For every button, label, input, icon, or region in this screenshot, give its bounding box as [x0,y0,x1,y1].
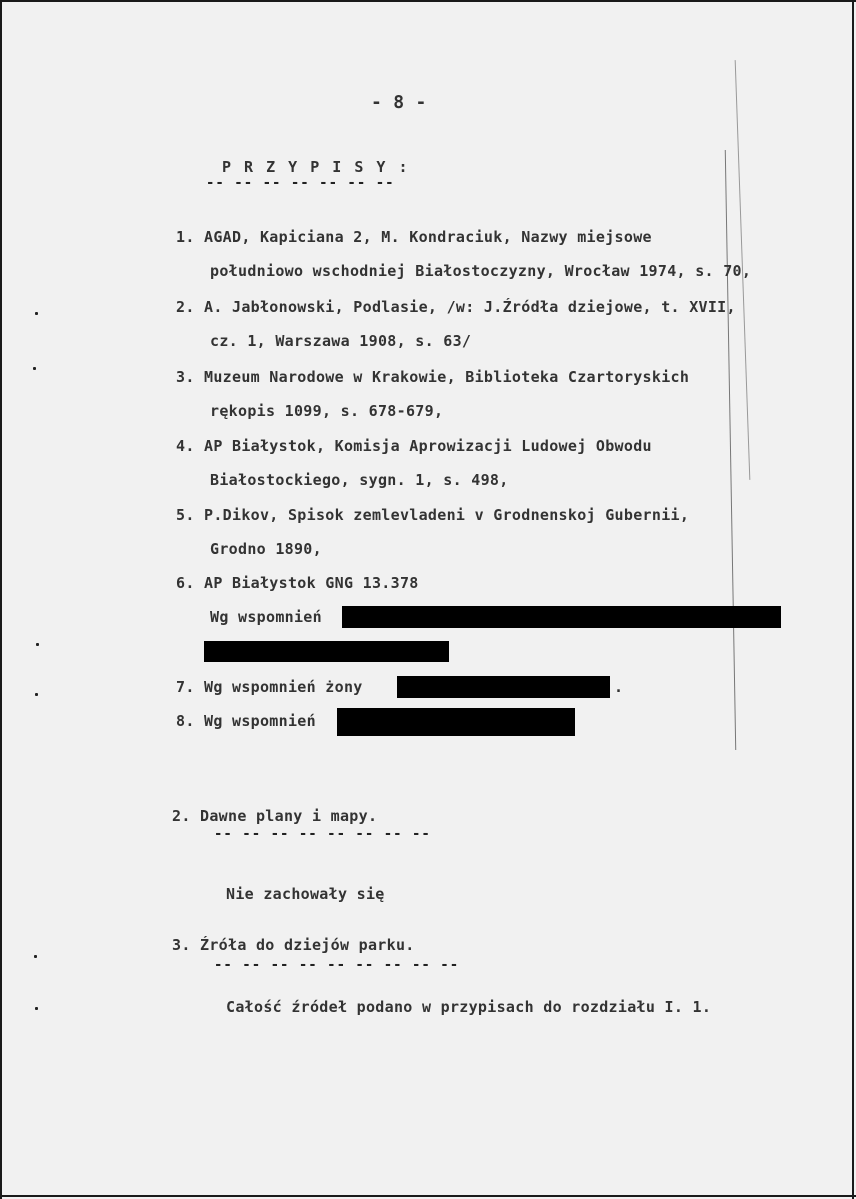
note-4-line-2: Białostockiego, sygn. 1, s. 498, [210,471,509,489]
note-6-line-2: Wg wspomnień [210,608,322,626]
note-8-line-1: 8. Wg wspomnień [176,712,316,730]
note-7-period: . [614,678,624,696]
note-1-line-1: 1. AGAD, Kapiciana 2, M. Kondraciuk, Nazwy miejsowe [176,228,652,246]
note-3-line-2: rękopis 1099, s. 678-679, [210,402,444,420]
paper-crease [725,150,736,750]
redaction-bar [204,641,449,662]
redaction-bar [397,676,610,698]
margin-mark [35,312,38,315]
page-number: - 8 - [371,92,427,113]
scan-border-bottom [0,1195,856,1197]
footnotes-heading: P R Z Y P I S Y : [222,158,410,176]
margin-mark [35,693,38,696]
section-3-title: 3. Źróła do dziejów parku. [172,936,415,954]
note-5-line-2: Grodno 1890, [210,540,322,558]
section-2-title: 2. Dawne plany i mapy. [172,807,378,825]
note-7-line-1: 7. Wg wspomnień żony [176,678,363,696]
note-3-line-1: 3. Muzeum Narodowe w Krakowie, Biblioteka Czartoryskich [176,368,690,386]
margin-mark [33,367,36,370]
scan-border-left [0,0,2,1199]
section-3-body: Całość źródeł podano w przypisach do rozdziału I. 1. [226,998,712,1016]
section-3-underline: -- -- -- -- -- -- -- -- -- [214,957,460,973]
section-2-underline: -- -- -- -- -- -- -- -- [214,826,431,842]
note-1-line-2: południowo wschodniej Białostoczyzny, Wrocław 1974, s. 70, [210,262,752,280]
note-4-line-1: 4. AP Białystok, Komisja Aprowizacji Ludowej Obwodu [176,437,652,455]
note-6-line-1: 6. AP Białystok GNG 13.378 [176,574,419,592]
margin-mark [34,955,37,958]
heading-underline: -- -- -- -- -- -- -- [206,175,395,191]
section-2-body: Nie zachowały się [226,885,385,903]
redaction-bar [337,708,575,736]
note-5-line-1: 5. P.Dikov, Spisok zemlevladeni v Grodnenskoj Gubernii, [176,506,690,524]
margin-mark [36,643,39,646]
note-2-line-2: cz. 1, Warszawa 1908, s. 63/ [210,332,472,350]
scan-border-top [0,0,856,2]
margin-mark [35,1007,38,1010]
note-2-line-1: 2. A. Jabłonowski, Podlasie, /w: J.Źródła dziejowe, t. XVII, [176,298,736,316]
redaction-bar [342,606,781,628]
scan-border-right [852,0,854,1199]
